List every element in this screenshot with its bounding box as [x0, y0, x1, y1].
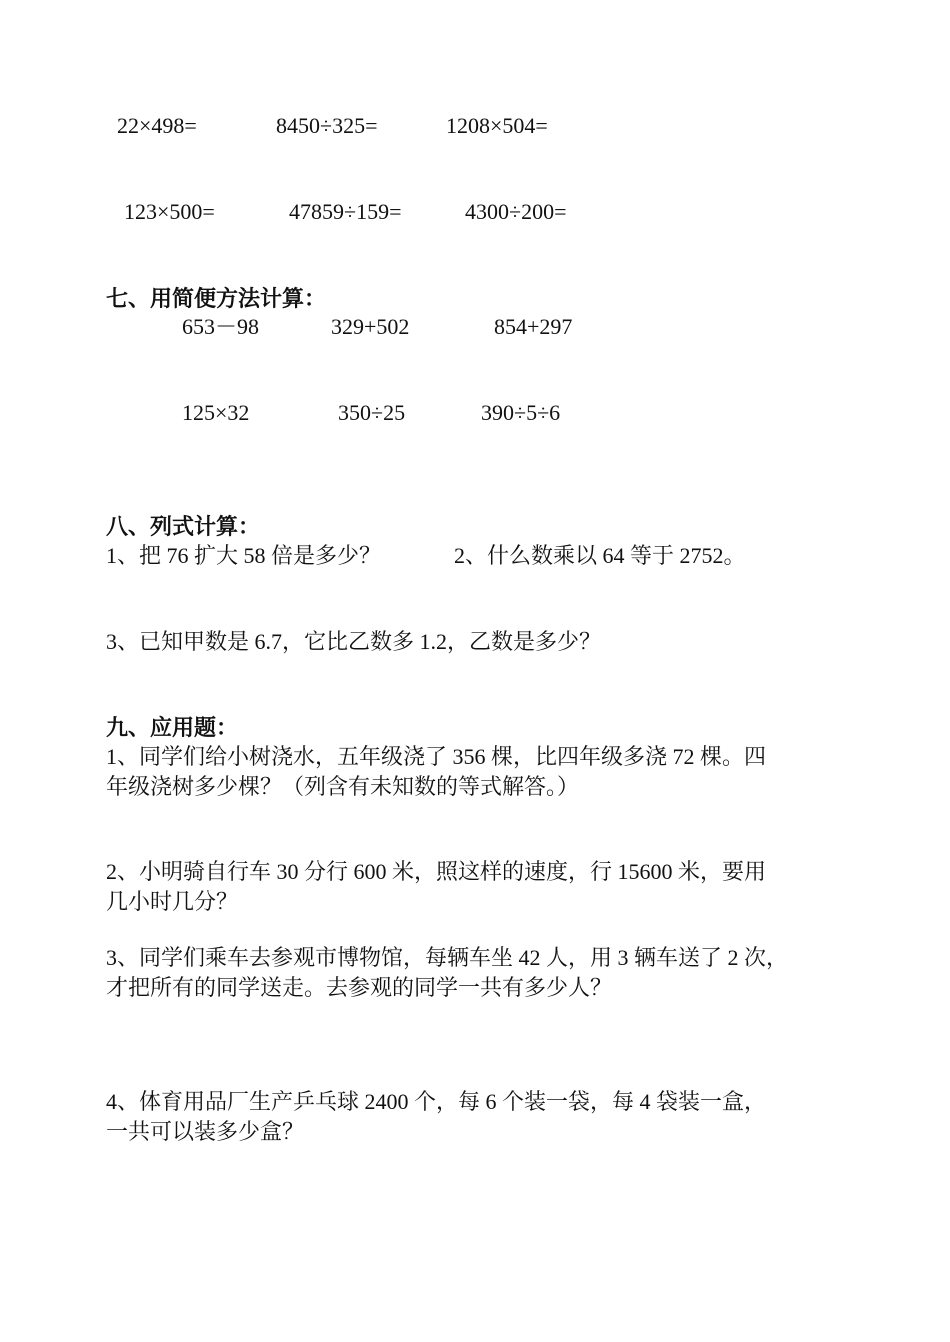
question-8-3: 3、已知甲数是 6.7，它比乙数多 1.2，乙数是多少？ — [106, 629, 602, 654]
calc-6-2: 8450÷325= — [276, 113, 378, 138]
calc-7-6: 390÷5÷6 — [481, 400, 561, 425]
calc-6-1: 22×498= — [117, 113, 197, 138]
question-9-4-line2: 一共可以装多少盒？ — [106, 1119, 305, 1144]
question-8-1: 1、把 76 扩大 58 倍是多少？ — [106, 543, 382, 568]
question-9-3-line2: 才把所有的同学送走。去参观的同学一共有多少人？ — [106, 975, 613, 1000]
section-9-heading: 九、应用题： — [106, 715, 239, 740]
calc-7-5: 350÷25 — [338, 400, 406, 425]
calc-6-5: 47859÷159= — [289, 199, 402, 224]
calc-6-6: 4300÷200= — [465, 199, 567, 224]
question-9-2-line1: 2、小明骑自行车 30 分行 600 米，照这样的速度，行 15600 米，要用 — [106, 859, 767, 884]
question-9-1-line2: 年级浇树多少棵？（列含有未知数的等式解答。） — [106, 774, 580, 799]
question-9-2-line2: 几小时几分？ — [106, 889, 239, 914]
question-9-1-line1: 1、同学们给小树浇水，五年级浇了 356 棵，比四年级多浇 72 棵。四 — [106, 744, 767, 769]
calc-6-4: 123×500= — [124, 199, 215, 224]
calc-7-1: 653－98 — [182, 314, 260, 339]
question-9-4-line1: 4、体育用品厂生产乒乓球 2400 个，每 6 个装一袋，每 4 袋装一盒， — [106, 1089, 767, 1114]
question-9-3-line1: 3、同学们乘车去参观市博物馆，每辆车坐 42 人，用 3 辆车送了 2 次， — [106, 945, 789, 970]
section-8-heading: 八、列式计算： — [106, 514, 261, 539]
question-8-2: 2、什么数乘以 64 等于 2752。 — [454, 543, 746, 568]
calc-6-3: 1208×504= — [446, 113, 548, 138]
section-7-heading: 七、用简便方法计算： — [106, 286, 327, 311]
calc-7-3: 854+297 — [494, 314, 573, 339]
calc-7-4: 125×32 — [182, 400, 250, 425]
calc-7-2: 329+502 — [331, 314, 410, 339]
